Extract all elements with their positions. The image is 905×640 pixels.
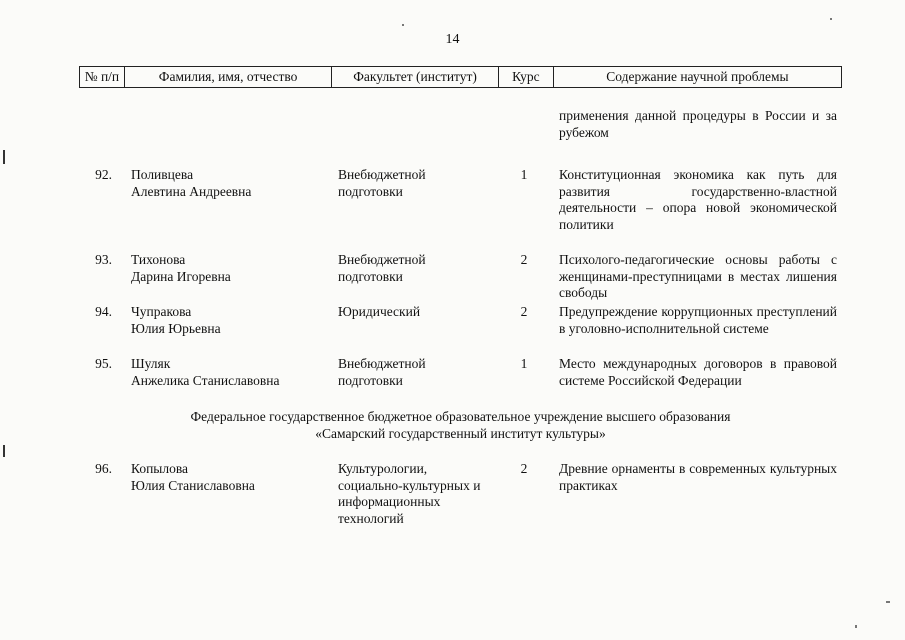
row-course: 1	[520, 167, 528, 182]
row-surname: Шуляк	[131, 356, 171, 371]
scan-margin-mark	[3, 445, 5, 457]
row-topic: Древние орнаменты в современных культурных практиках	[559, 461, 837, 493]
continuation-text: применения данной процедуры в России и за рубежом	[559, 108, 837, 140]
row-number: 92.	[95, 167, 112, 182]
row-surname: Поливцева	[131, 167, 194, 182]
row-topic: Конституционная экономика как путь для развития государственно-властной деятельности – опора новой экономической политики	[559, 167, 837, 232]
row-faculty: Внебюджетной подготовки	[338, 356, 426, 388]
header-topic: Содержание научной проблемы	[553, 67, 841, 88]
header-course: Курс	[498, 67, 553, 88]
row-topic: Предупреждение коррупционных преступлений в уголовно-исполнительной системе	[559, 304, 837, 336]
section-heading	[79, 409, 842, 442]
row-number: 96.	[95, 461, 112, 476]
row-course: 1	[520, 356, 528, 371]
row-faculty: Внебюджетной подготовки	[338, 167, 426, 199]
row-course: 2	[520, 304, 528, 319]
row-number: 95.	[95, 356, 112, 371]
row-faculty: Внебюджетной подготовки	[338, 252, 426, 284]
scan-speck	[402, 24, 404, 26]
row-topic: Место международных договоров в правовой системе Российской Федерации	[559, 356, 837, 388]
header-faculty: Факультет (институт)	[332, 67, 499, 88]
scan-speck	[830, 18, 832, 20]
row-given-names: Дарина Игоревна	[131, 269, 231, 284]
table-header	[79, 66, 842, 88]
row-surname: Копылова	[131, 461, 189, 476]
row-given-names: Алевтина Андреевна	[131, 184, 252, 199]
row-course: 2	[520, 252, 528, 267]
section-heading-line1: Федеральное государственное бюджетное образовательное учреждение высшего образования	[190, 409, 731, 424]
row-faculty: Культурологии, социально-культурных и информационных технологий	[338, 461, 481, 526]
row-number: 93.	[95, 252, 112, 267]
row-topic: Психолого-педагогические основы работы с женщинами-преступницами в местах лишения свободы	[559, 252, 837, 300]
row-surname: Тихонова	[131, 252, 186, 267]
page-number: 14	[445, 32, 460, 47]
header-number: № п/п	[80, 67, 125, 88]
scan-margin-mark	[3, 150, 5, 164]
row-given-names: Юлия Станиславовна	[131, 478, 255, 493]
section-heading-line2: «Самарский государственный институт культуры»	[315, 425, 606, 441]
row-surname: Чупракова	[131, 304, 192, 319]
row-number: 94.	[95, 304, 112, 319]
row-faculty: Юридический	[338, 304, 421, 319]
row-given-names: Юлия Юрьевна	[131, 321, 221, 336]
header-full-name: Фамилия, имя, отчество	[124, 67, 331, 88]
row-course: 2	[520, 461, 528, 476]
row-given-names: Анжелика Станиславовна	[131, 373, 280, 388]
scan-speck	[855, 625, 857, 628]
scan-speck	[886, 601, 890, 603]
